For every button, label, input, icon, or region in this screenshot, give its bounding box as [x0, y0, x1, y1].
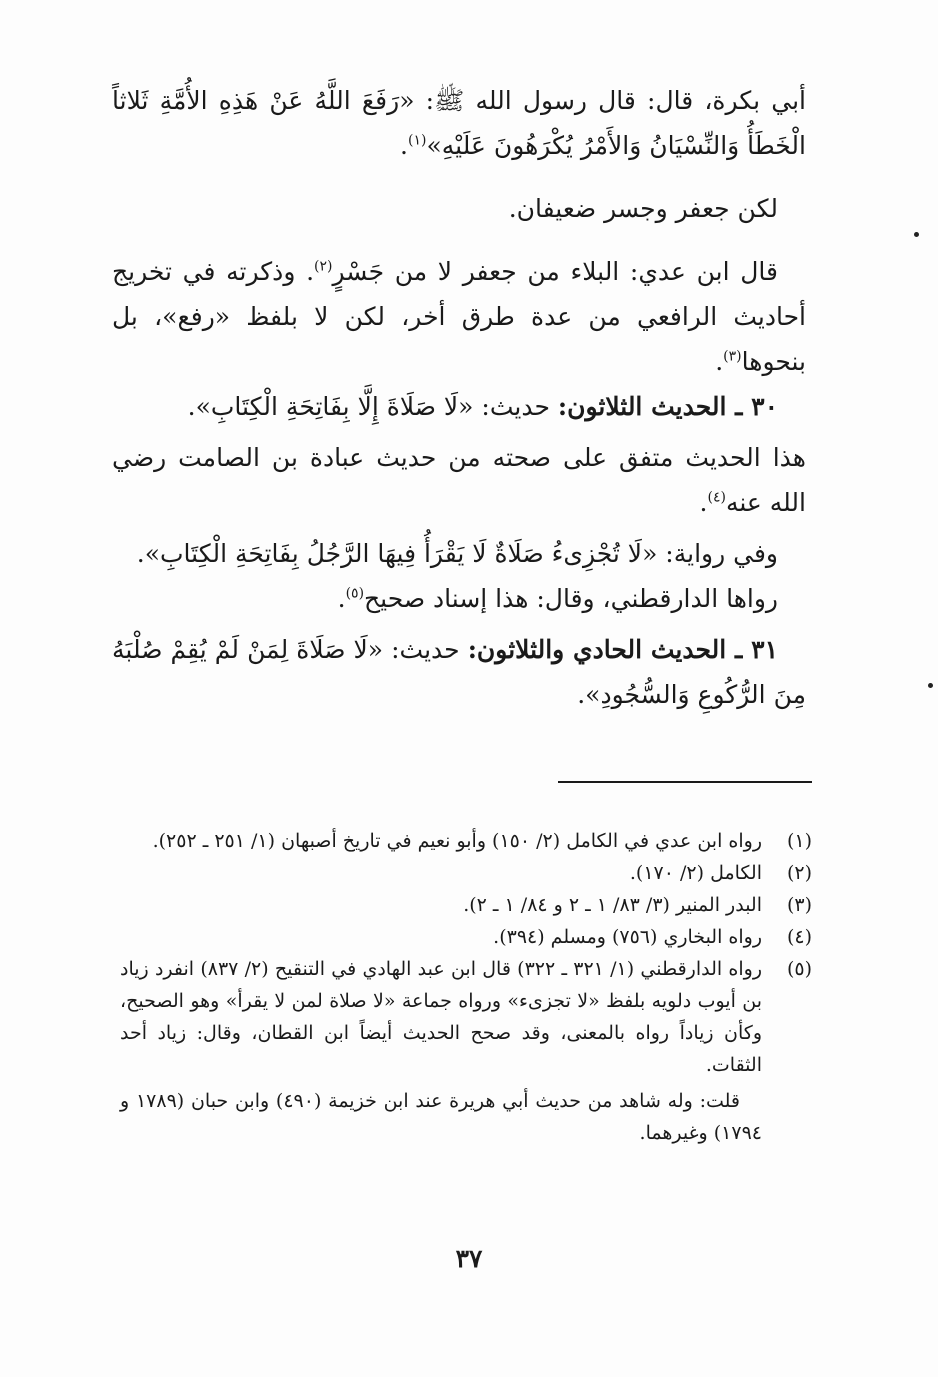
hadith-31 [112, 627, 806, 717]
footnote-text: رواه الدارقطني (١/ ٣٢١ ـ ٣٢٢) قال ابن عبد الهادي في التنقيح (٢/ ٨٣٧) انفرد زياد بن أيوب دلويه بلفظ «لا تجزىء» ورواه جماعة «لا صلاة لمن لا يقرأ» وهو الصحيح، وكأن زياداً رواه بالمعنى، وقد صحح الحديث أيضاً ابن القطان، وقال: زياد أحد الثقات. [120, 958, 762, 1076]
paragraph-3-text-b: . وذكرته في تخريج أحاديث الرافعي من عدة طرق أخر، لكن لا بلفظ «رفع»، بل بنحوها [112, 257, 806, 376]
footnote-5-continuation: قلت: وله شاهد من حديث أبي هريرة عند ابن خزيمة (٤٩٠) وابن حبان (١٧٨٩ و ١٧٩٤) وغيرهما. [120, 1090, 762, 1144]
footnote-ref[interactable]: (٢) [314, 258, 333, 275]
footnote-ref[interactable]: (١) [408, 132, 427, 149]
paragraph-4-text: هذا الحديث متفق على صحته من حديث عبادة بن الصامت رضي الله عنه [112, 443, 806, 517]
footnote-3 [120, 889, 812, 921]
footnote-ref[interactable]: (٣) [723, 348, 742, 365]
main-text [112, 78, 806, 717]
paragraph-4-end: . [699, 488, 708, 517]
paragraph-4 [112, 435, 806, 525]
footnote-ref[interactable]: (٥) [345, 585, 365, 602]
scan-speck [928, 683, 933, 688]
paragraph-3 [112, 249, 806, 384]
footnote-1 [120, 825, 812, 857]
paragraph-3-end: . [715, 347, 724, 376]
footnote-5 [120, 953, 812, 1081]
paragraph-1-end: . [400, 131, 408, 160]
page-number: ٣٧ [455, 1244, 483, 1273]
footnote-number: (٣) [786, 894, 812, 916]
hadith-31-heading: ٣١ ـ الحديث الحادي والثلاثون: [467, 635, 778, 664]
hadith-30-heading: ٣٠ ـ الحديث الثلاثون: [557, 392, 778, 421]
hadith-31-text: حديث: «لَا صَلَاةَ لِمَنْ لَمْ يُقِمْ صُلْبَهُ مِنَ الرُّكُوعِ وَالسُّجُودِ». [112, 635, 806, 709]
footnote-text: رواه ابن عدي في الكامل (٢/ ١٥٠) وأبو نعيم في تاريخ أصبهان (١/ ٢٥١ ـ ٢٥٢). [152, 830, 762, 852]
footnote-text: رواه البخاري (٧٥٦) ومسلم (٣٩٤). [493, 926, 762, 948]
footnote-text: الكامل (٢/ ١٧٠). [629, 862, 762, 884]
paragraph-1-text: أبي بكرة، قال: قال رسول الله ﷺ: «رَفَعَ اللَّهُ عَنْ هَذِهِ الأُمَّةِ ثَلاثاً الْخَطَأُ وَالنِّسْيَانُ وَالأَمْرُ يُكْرَهُونَ عَلَيْهِ» [112, 86, 806, 160]
footnote-2 [120, 857, 812, 889]
paragraph-6-text: رواها الدارقطني، وقال: هذا إسناد صحيح [364, 584, 778, 613]
footnote-ref[interactable]: (٤) [707, 489, 726, 506]
footnote-text: البدر المنير (٣/ ٨٣/ ١ ـ ٢ و ٨٤/ ١ ـ ٢). [463, 894, 762, 916]
footnote-number: (٢) [786, 862, 812, 884]
footnote-4 [120, 921, 812, 953]
paragraph-6-end: . [337, 584, 346, 613]
footnotes [120, 825, 812, 1149]
scan-speck [914, 232, 919, 237]
paragraph-3-text-a: قال ابن عدي: البلاء من جعفر لا من جَسْرٍ [332, 257, 778, 286]
paragraph-2: لكن جعفر وجسر ضعيفان. [508, 194, 778, 223]
hadith-30-text: حديث: «لَا صَلَاةَ إِلَّا بِفَاتِحَةِ الْكِتَابِ». [187, 392, 550, 421]
paragraph-1 [112, 78, 806, 168]
hadith-30 [112, 384, 806, 429]
footnote-divider [558, 781, 812, 783]
paragraph-6 [112, 576, 806, 621]
footnote-number: (٤) [786, 926, 812, 948]
paragraph-5: وفي رواية: «لَا تُجْزِىءُ صَلَاةٌ لَا يَقْرَأُ فِيهَا الرَّجُلُ بِفَاتِحَةِ الْكِتَابِ». [136, 539, 778, 568]
footnote-number: (٥) [786, 958, 812, 980]
footnote-number: (١) [786, 830, 812, 852]
